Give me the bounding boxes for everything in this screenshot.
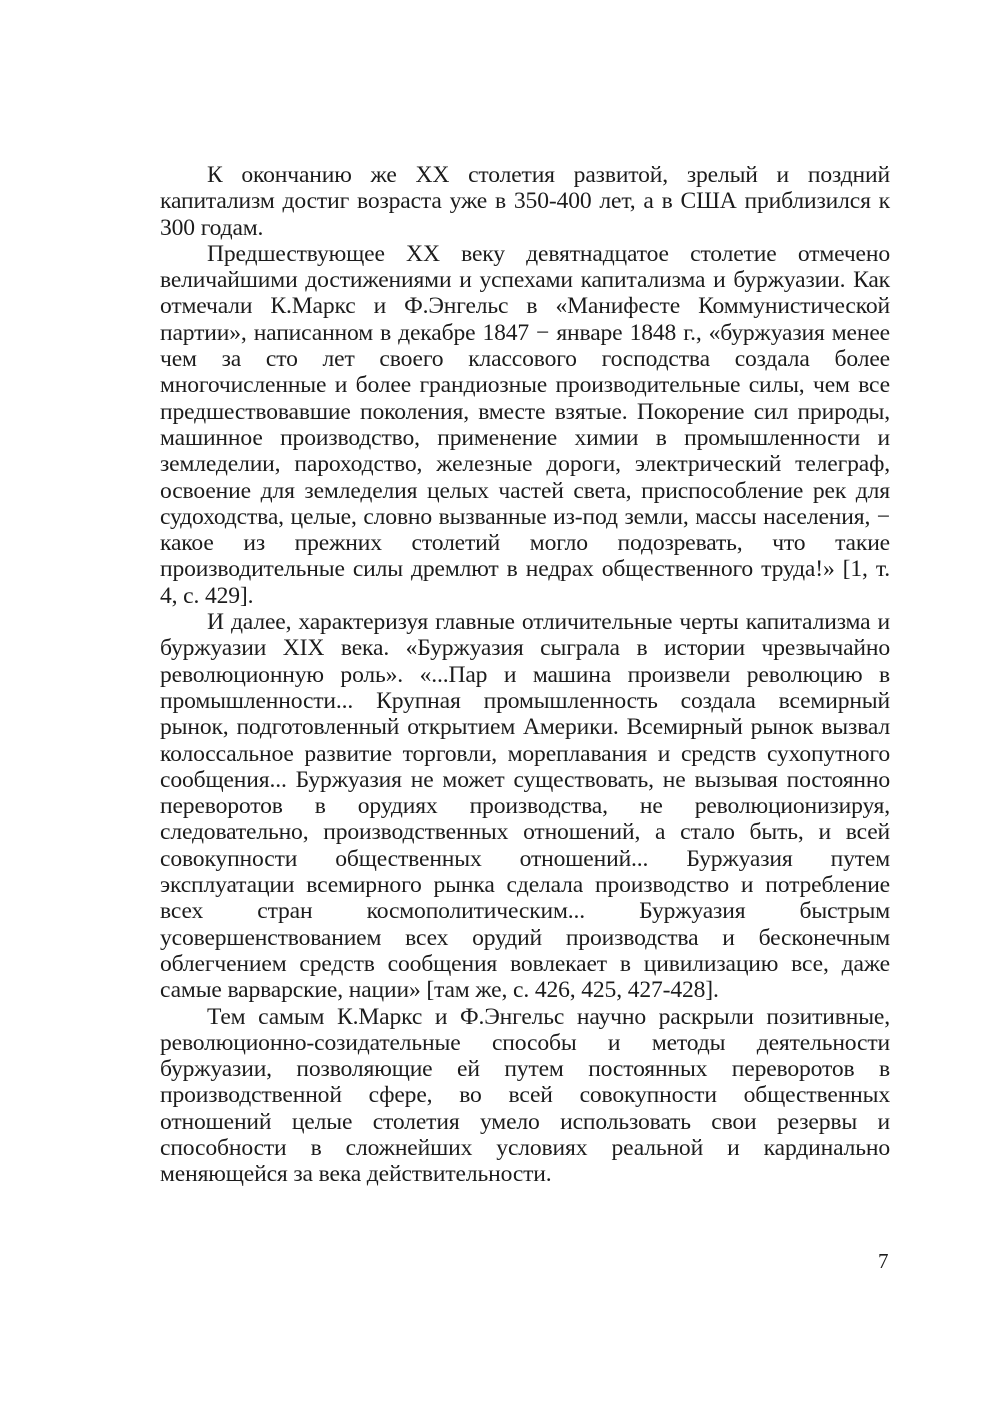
- paragraph-4: Тем самым К.Маркс и Ф.Энгельс научно раскрыли позитивные, революционно-созидательные способы и методы деятельности буржуазии, позволяющие ей путем постоянных переворотов в производственной сфере, во всей совокупности общественных отношений целые столетия умело использовать свои резервы и способности в сложнейших условиях реальной и кардинально меняющейся за века действительности.: [160, 1003, 890, 1188]
- paragraph-3: И далее, характеризуя главные отличительные черты капитализма и буржуазии XIX века. «Буржуазия сыграла в истории чрезвычайно революционную роль». «...Пар и машина произвели революцию в промышленности... Крупная промышленность создала всемирный рынок, подготовленный открытием Америки. Всемирный рынок вызвал колоссальное развитие торговли, мореплавания и средств сухопутного сообщения... Буржуазия не может существовать, не вызывая постоянно переворотов в орудиях производства, не революционизируя, следовательно, производственных отношений, а стало быть, и всей совокупности общественных отношений... Буржуазия путем эксплуатации всемирного рынка сделала производство и потребление всех стран космополитическим... Буржуазия быстрым усовершенствованием всех орудий производства и бесконечным облегчением средств сообщения вовлекает в цивилизацию все, даже самые варварские, нации» [там же, с. 426, 425, 427-428].: [160, 609, 890, 1004]
- paragraph-1: К окончанию же XX столетия развитой, зрелый и поздний капитализм достиг возраста уже в 350-400 лет, а в США приблизился к 300 годам.: [160, 162, 890, 241]
- paragraph-2: Предшествующее XX веку девятнадцатое столетие отмечено величайшими достижениями и успехами капитализма и буржуазии. Как отмечали К.Маркс и Ф.Энгельс в «Манифесте Коммунистической партии», написанном в декабре 1847 − январе 1848 г., «буржуазия менее чем за сто лет своего классового господства создала более многочисленные и более грандиозные производительные силы, чем все предшествовавшие поколения, вместе взятые. Покорение сил природы, машинное производство, применение химии в промышленности и земледелии, пароходство, железные дороги, электрический телеграф, освоение для земледелия целых частей света, приспособление рек для судоходства, целые, словно вызванные из-под земли, массы населения, − какое из прежних столетий могло подозревать, что такие производительные силы дремлют в недрах общественного труда!» [1, т. 4, с. 429].: [160, 240, 890, 609]
- page-body: [160, 162, 890, 1188]
- page-number: 7: [878, 1249, 889, 1273]
